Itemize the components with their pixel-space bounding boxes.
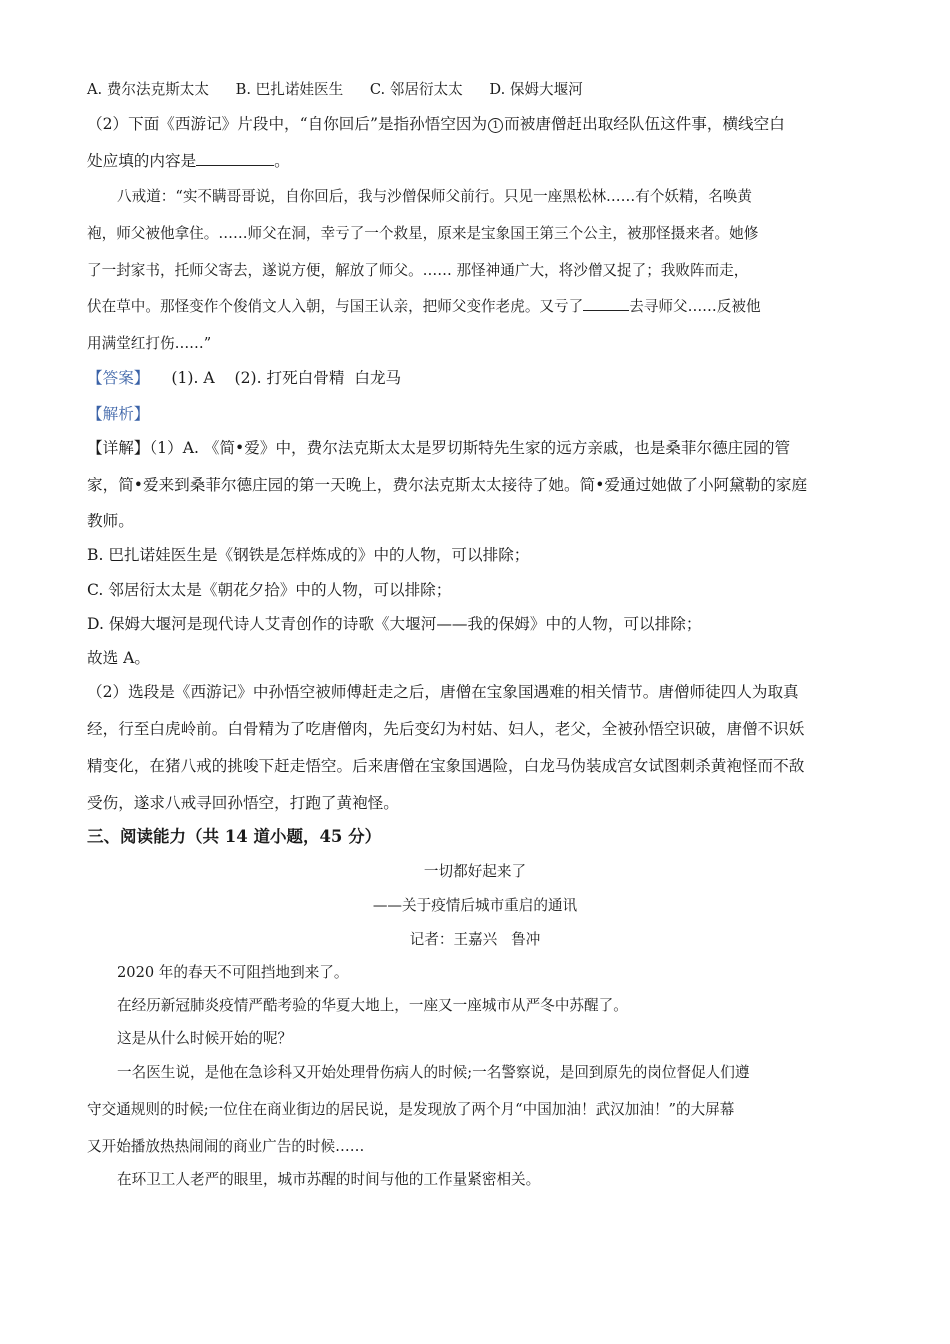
quote-line-4: 伏在草中。那怪变作个俊俏文人入朝，与国王认亲，把师父变作老虎。又亏了 去寻师父……反被他 [87,298,761,315]
detail-line-5: C. 邻居衍太太是《朝花夕拾》中的人物，可以排除； [87,581,452,599]
answer-blank [196,152,274,166]
detail-line-11: 受伤，遂求八戒寻回孙悟空，打跑了黄袍怪。 [87,794,399,812]
article-paragraph-2: 在经历新冠肺炎疫情严酷考验的华夏大地上，一座又一座城市从严冬中苏醒了。 [117,997,628,1014]
option-a: A. 费尔法克斯太太 [87,81,209,98]
quote-line-3: 了一封家书，托师父寄去，遂说方便，解放了师父。…… 那怪神通广大，将沙僧又捉了；我败阵而走， [87,262,749,279]
section-3-heading: 三、阅读能力（共 14 道小题，45 分） [87,827,382,846]
detail-line-9: 经，行至白虎岭前。白骨精为了吃唐僧肉，先后变幻为村姑、妇人，老父，全被孙悟空识破，唐僧不识妖 [87,720,805,738]
answer-tag: 【答案】 [87,369,150,387]
quote-blank [583,297,629,311]
detail-line-3: 教师。 [87,512,134,530]
detail-line-7: 故选 A。 [87,649,150,667]
detail-line-2: 家，简•爱来到桑菲尔德庄园的第一天晚上，费尔法克斯太太接待了她。简•爱通过她做了小阿黛勒的家庭 [87,476,808,494]
article-title: 一切都好起来了 [423,863,527,880]
detail-line-4: B. 巴扎诺娃医生是《钢铁是怎样炼成的》中的人物，可以排除； [87,546,530,564]
article-paragraph-4-line-2: 守交通规则的时候;一位住在商业街边的居民说，是发现放了两个月“中国加油！武汉加油！”的大屏幕 [87,1101,735,1118]
question-2-line-1: （2）下面《西游记》片段中，“自你回后”是指孙悟空因为 1 而被唐僧赶出取经队伍这件事，横线空白 [87,115,785,133]
detail-line-1: 【详解】（1）A. 《简•爱》中，费尔法克斯太太是罗切斯特先生家的远方亲戚，也是桑菲尔德庄园的管 [87,439,791,457]
option-b: B. 巴扎诺娃医生 [235,81,344,98]
quote-line-1: 八戒道：“实不瞒哥哥说，自你回后，我与沙僧保师父前行。只见一座黑松林……有个妖精，名唤黄 [117,188,752,205]
answer-line [87,368,401,388]
article-paragraph-3: 这是从什么时候开始的呢？ [117,1030,293,1047]
detail-line-8: （2）选段是《西游记》中孙悟空被师傅赶走之后，唐僧在宝象国遇难的相关情节。唐僧师徒四人为取真 [87,683,799,701]
option-d: D. 保姆大堰河 [489,81,583,98]
detail-line-10: 精变化，在猪八戒的挑唆下赶走悟空。后来唐僧在宝象国遇险，白龙马伪装成宫女试图刺杀黄袍怪而不敌 [87,757,805,775]
article-reporters: 记者：王嘉兴 鲁冲 [409,931,541,948]
article-paragraph-1: 2020 年的春天不可阻挡地到来了。 [117,964,349,981]
detail-line-6: D. 保姆大堰河是现代诗人艾青创作的诗歌《大堰河——我的保姆》中的人物，可以排除； [87,615,702,633]
article-subtitle: ——关于疫情后城市重启的通讯 [372,897,578,914]
question-2-line-2: 处应填的内容是 。 [87,152,290,170]
option-c: C. 邻居衍太太 [369,81,463,98]
detail-tag: 【详解】 [87,439,150,457]
quote-line-2: 袍，师父被他拿住。……师父在洞，幸亏了一个救星，原来是宝象国王第三个公主，被那怪摄来者。她修 [87,225,759,242]
analysis-tag: 【解析】 [87,405,150,423]
article-paragraph-4-line-3: 又开始播放热热闹闹的商业广告的时候…… [87,1138,365,1155]
article-paragraph-5: 在环卫工人老严的眼里，城市苏醒的时间与他的工作量紧密相关。 [117,1171,541,1188]
options-line [87,80,583,100]
quote-line-5: 用满堂红打伤……” [87,335,212,352]
circled-number: 1 [488,118,503,133]
answer-text: (1). A (2). 打死白骨精 白龙马 [171,369,402,387]
article-paragraph-4-line-1: 一名医生说，是他在急诊科又开始处理骨伤病人的时候;一名警察说，是回到原先的岗位督促人们遵 [117,1064,750,1081]
